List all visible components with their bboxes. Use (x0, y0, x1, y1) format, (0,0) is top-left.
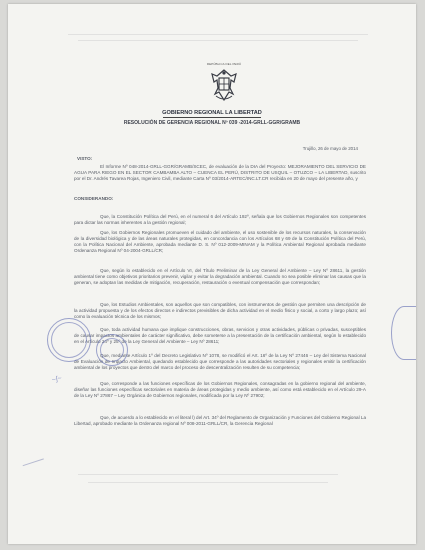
considerando-paragraph (74, 268, 366, 286)
peru-coat-of-arms-icon (207, 66, 241, 106)
show-through-line (78, 474, 338, 475)
paragraph-text: Que, los Gobiernos Regionales promueven el cuidado del ambiente, el uso sostenible de los recursos naturales, la conservación de la diversidad biológica y de las áreas naturales protegidas, en concordancia con los Artículos 68 y 69 de la Constitución Política del Perú, con la Política Nacional del Ambiente, aprobada mediante D. S. Nº 012-2009-MINAM y la Política Ambiental Regional aprobada mediante Ordenanza Regional Nº 04-2004-GRLL/CR; (74, 230, 366, 253)
visto-body (74, 164, 366, 182)
crest-label: REPÚBLICA DEL PERÚ (206, 62, 242, 66)
government-title (8, 110, 416, 117)
paragraph-text: Que, mediante Artículo 1º del Decreto Legislativo Nº 1078, se modificó el Art. 16º de la Ley Nº 27446 – Ley del Sistema Nacional de Evaluación de Impacto Ambiental, quedando establecido que corresponde a las autoridades sectoriales y regionales emitir la certificación ambiental de los proyectos que dentro del marco del proceso de descentralización resulten de su competencia; (74, 353, 366, 370)
resolution-title: RESOLUCIÓN DE GERENCIA REGIONAL Nº 039 -2014-GRLL-GGR/GRAMB (123, 120, 301, 126)
considerando-heading: CONSIDERANDO: (74, 196, 114, 201)
show-through-line (68, 34, 368, 35)
document-date: Trujillo, 26 de mayo de 2014 (302, 146, 358, 151)
government-title-text: GOBIERNO REGIONAL LA LIBERTAD (162, 110, 262, 116)
paragraph-text: Que, de acuerdo a lo establecido en el literal l) del Art. 34º del Reglamento de Organización y Funciones del Gobierno Regional La Libertad, aprobado mediante la Ordenanza regional Nº 008-2011-GRLL/CR, la Gerencia Regional (74, 415, 366, 426)
considerando-paragraph (74, 381, 366, 399)
stamp-ring (51, 322, 87, 358)
stamp-ring (100, 338, 124, 362)
title-underline (163, 117, 261, 118)
considerando-paragraph (74, 214, 366, 226)
considerando-paragraph (74, 302, 366, 320)
paragraph-text: Que, corresponde a las funciones específicas de los Gobiernos Regionales, consagradas en la gobierno regional del ambiente, diseñar las funciones específicas sectoriales en materia de áreas protegidas y medio ambiente, así como está establecido en el Artículo 29-A de la Ley Nº 27867 – Ley Orgánica de Gobiernos regionales, modificada por la Ley Nº 27902; (74, 381, 366, 398)
visto-body-text: El Informe Nº 048-2014-GRLL-GGR/GRAMB/SCEC, de evaluación de la DIA del Proyecto: MEJORAMIENTO DEL SERVICIO DE AGUA PARA RIEGO EN EL SECTOR CAMBAMBA ALTO – CUENCA EL PERÚ, DISTRITO DE USQUIL – OTUZCO – LA LIBERTAD, suscrito por el Dr. Andrés Tavarea Rojas, Ingeniero Civil, mediante Carta Nº 03/2014-ARTEC/INC.LT.CR recibida en 20 de mayo del presente año, y (74, 164, 366, 181)
margin-ink-mark (20, 451, 44, 466)
paragraph-text: Que, toda actividad humana que implique construcciones, obras, servicios y otras actividades, públicas o privadas, susceptibles de causar impactos ambientales de carácter significativo, debe someterse a la presentación de la certificación ambiental, según lo establecido en el Artículo 24º y 25º de la Ley General del Ambiente – Ley Nº 28611; (74, 327, 366, 344)
official-seal-stamp (47, 318, 91, 362)
considerando-paragraph (74, 230, 366, 254)
visa-stamp (96, 334, 128, 366)
paragraph-text: Que, según lo establecido en el Artículo VI, del Título Preliminar de la Ley General del Ambiente – Ley Nº 28611, la gestión ambiental tiene como objetivos prioritarios prevenir, vigilar y evitar la degradación ambiental. Cuando no sea posible eliminar las causas que la generan, se adoptan las medidas de mitigación, recuperación, restauración o eventual compensación que correspondan; (74, 268, 366, 285)
document-page (8, 4, 416, 544)
considerando-paragraph (74, 415, 366, 427)
handwritten-initials: ~ʃ~ (51, 375, 63, 384)
paragraph-text: Que, la Constitución Política del Perú, en el numeral 6 del Artículo 192º, señala que los Gobiernos Regionales son competentes para dictar las normas inherentes a la gestión regional; (74, 214, 366, 225)
paragraph-text: Que, los Estudios Ambientales, son aquellos que son compatibles, con instrumentos de gestión que permiten una descripción de la actividad propuesta y de los efectos directos e indirectos previsibles de dicha actividad en el medio físico y social, a corto y largo plazo; así como la evaluación técnica de los mismos; (74, 302, 366, 319)
show-through-line (78, 40, 358, 41)
edge-seal-stamp (391, 306, 416, 360)
visto-heading: VISTO: (77, 156, 93, 161)
show-through-line (88, 482, 328, 483)
